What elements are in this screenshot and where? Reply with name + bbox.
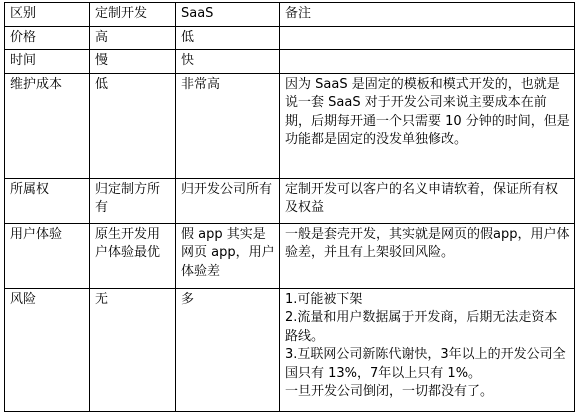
table-row-time [5,50,575,74]
cell-maintenance-note: 因为 SaaS 是固定的模板和模式开发的，也就是说一套 SaaS 对于开发公司来说主要成本在前期，后期每开通一个只需要 10 分钟的时间，但是功能都是固定的没发单独修改。 [280,73,575,178]
cell-ownership-custom: 归定制方所有 [90,178,176,223]
table-row-risk [5,288,575,411]
cell-ux-custom: 原生开发用户体验最优 [90,223,176,288]
cell-price-saas: 低 [176,26,280,50]
row-label-maintenance: 维护成本 [5,73,90,178]
risk-item: 一旦开发公司倒闭，一切都没有了。 [285,384,494,399]
header-cell-notes: 备注 [280,3,575,27]
header-cell-custom-dev: 定制开发 [90,3,176,27]
row-label-ownership: 所属权 [5,178,90,223]
row-label-price: 价格 [5,26,90,50]
cell-ux-saas: 假 app 其实是网页 app，用户体验差 [176,223,280,288]
table-row-ownership [5,178,575,223]
comparison-table [4,2,575,412]
risk-item: 3.互联网公司新陈代谢快，3年以上的开发公司全国只有 13%，7年以上只有 1%。 [285,347,566,381]
cell-time-note [280,50,575,74]
cell-risk-custom: 无 [90,288,176,411]
row-label-time: 时间 [5,50,90,74]
table-row-maintenance [5,73,575,178]
cell-ownership-saas: 归开发公司所有 [176,178,280,223]
table-row-user-experience [5,223,575,288]
cell-risk-saas: 多 [176,288,280,411]
cell-time-custom: 慢 [90,50,176,74]
header-cell-saas: SaaS [176,3,280,27]
cell-time-saas: 快 [176,50,280,74]
cell-risk-note [280,288,575,411]
cell-price-custom: 高 [90,26,176,50]
header-cell-difference: 区别 [5,3,90,27]
cell-ownership-note: 定制开发可以客户的名义申请软着，保证所有权及权益 [280,178,575,223]
row-label-user-experience: 用户体验 [5,223,90,288]
cell-maintenance-saas: 非常高 [176,73,280,178]
table-header-row [5,3,575,27]
table-row-price [5,26,575,50]
cell-price-note [280,26,575,50]
row-label-risk: 风险 [5,288,90,411]
cell-maintenance-custom: 低 [90,73,176,178]
cell-ux-note: 一般是套壳开发，其实就是网页的假app，用户体验差，并且有上架驳回风险。 [280,223,575,288]
risk-item: 1.可能被下架 [285,291,363,307]
risk-item: 2.流量和用户数据属于开发商，后期无法走资本路线。 [285,310,558,344]
